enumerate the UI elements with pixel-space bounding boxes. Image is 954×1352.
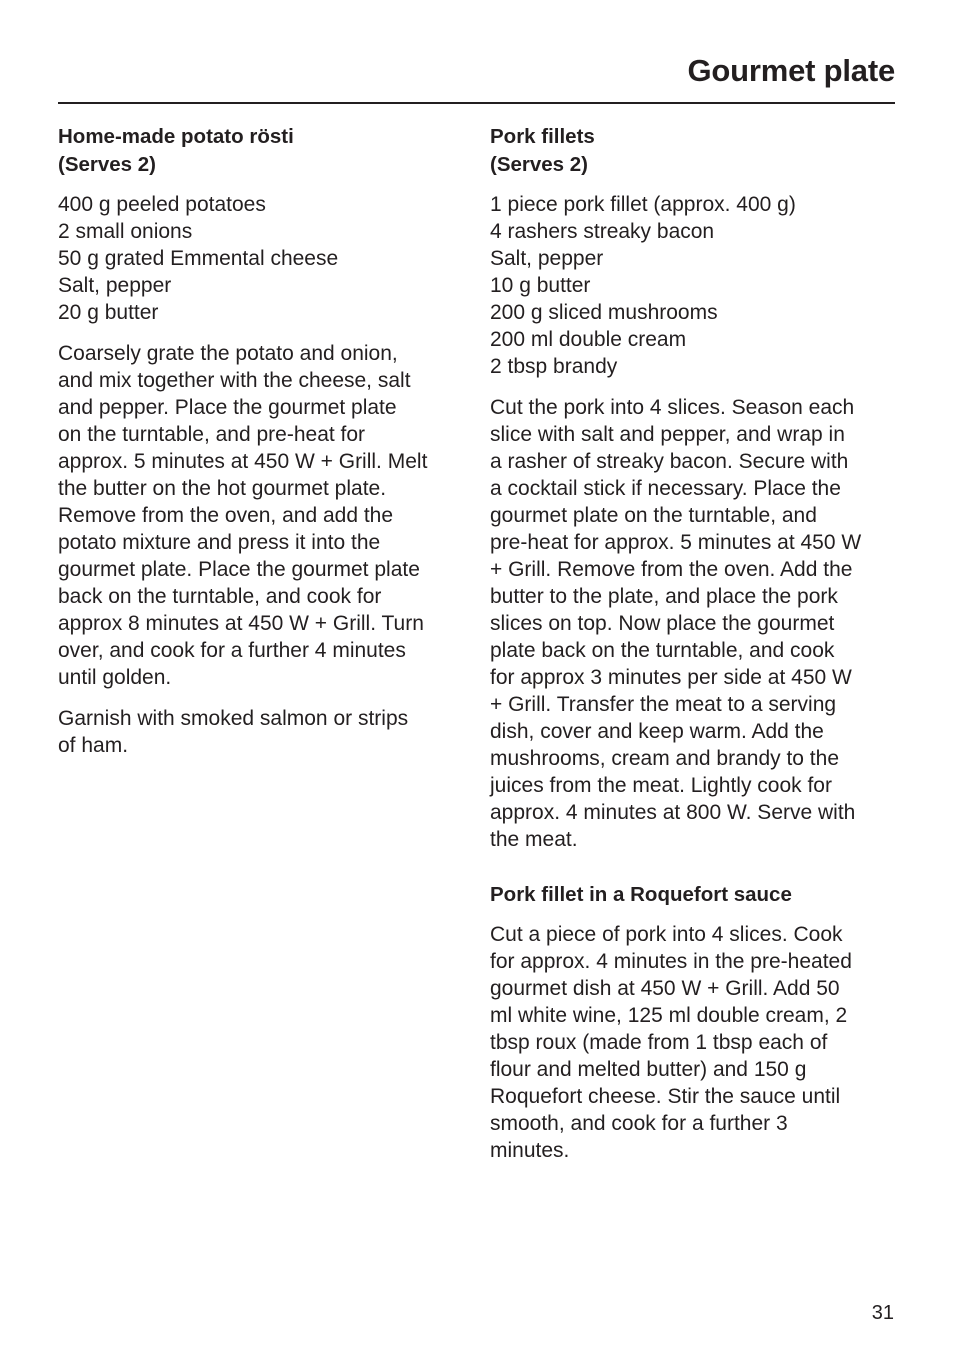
- page-header: [58, 50, 895, 104]
- text-line: approx. 5 minutes at 450 W + Grill. Melt: [58, 450, 428, 473]
- text-line: back on the turntable, and cook for: [58, 585, 382, 608]
- text-line: slice with salt and pepper, and wrap in: [490, 423, 845, 446]
- method-paragraph-roquefort: [490, 921, 900, 1164]
- text-line: Cut the pork into 4 slices. Season each: [490, 396, 855, 419]
- garnish-paragraph: [58, 705, 470, 759]
- text-line: Roquefort cheese. Stir the sauce until: [490, 1085, 841, 1108]
- text-line: Remove from the oven, and add the: [58, 504, 394, 527]
- text-line: and mix together with the cheese, salt: [58, 369, 411, 392]
- text-line: the butter on the hot gourmet plate.: [58, 477, 387, 500]
- method-paragraph-rosti: [58, 340, 470, 691]
- ingredient-item: 200 ml double cream: [490, 328, 687, 351]
- text-line: smooth, and cook for a further 3: [490, 1112, 788, 1135]
- ingredient-list-pork: [490, 191, 900, 380]
- text-line: gourmet plate on the turntable, and: [490, 504, 817, 527]
- text-line: until golden.: [58, 666, 172, 689]
- ingredient-item: Salt, pepper: [58, 274, 172, 297]
- text-line: butter to the plate, and place the pork: [490, 585, 838, 608]
- ingredient-list-rosti: [58, 191, 470, 326]
- left-column: [58, 123, 470, 773]
- text-line: Garnish with smoked salmon or strips: [58, 707, 409, 730]
- ingredient-item: 2 tbsp brandy: [490, 355, 618, 378]
- text-line: dish, cover and keep warm. Add the: [490, 720, 824, 743]
- text-line: flour and melted butter) and 150 g: [490, 1058, 807, 1081]
- text-line: over, and cook for a further 4 minutes: [58, 639, 406, 662]
- page-number: 31: [871, 1302, 894, 1324]
- text-line: approx. 4 minutes at 800 W. Serve with: [490, 801, 856, 824]
- recipe-heading-rosti: [58, 123, 470, 179]
- text-line: approx 8 minutes at 450 W + Grill. Turn: [58, 612, 424, 635]
- ingredient-item: 2 small onions: [58, 220, 193, 243]
- text-line: for approx 3 minutes per side at 450 W: [490, 666, 852, 689]
- text-line: a rasher of streaky bacon. Secure with: [490, 450, 849, 473]
- ingredient-item: 400 g peeled potatoes: [58, 193, 266, 216]
- text-line: + Grill. Remove from the oven. Add the: [490, 558, 853, 581]
- text-line: Coarsely grate the potato and onion,: [58, 342, 398, 365]
- ingredient-item: 50 g grated Emmental cheese: [58, 247, 339, 270]
- text-line: potato mixture and press it into the: [58, 531, 381, 554]
- text-line: and pepper. Place the gourmet plate: [58, 396, 397, 419]
- text-line: on the turntable, and pre-heat for: [58, 423, 366, 446]
- text-line: the meat.: [490, 828, 578, 851]
- ingredient-item: 200 g sliced mushrooms: [490, 301, 718, 324]
- ingredient-item: 4 rashers streaky bacon: [490, 220, 715, 243]
- text-line: juices from the meat. Lightly cook for: [490, 774, 832, 797]
- recipe-heading-roquefort: [490, 881, 900, 909]
- text-line: for approx. 4 minutes in the pre-heated: [490, 950, 852, 973]
- recipe-heading-line: (Serves 2): [490, 153, 589, 176]
- text-line: plate back on the turntable, and cook: [490, 639, 835, 662]
- text-line: minutes.: [490, 1139, 570, 1162]
- ingredient-item: 20 g butter: [58, 301, 159, 324]
- recipe-heading-pork-fillets: [490, 123, 900, 179]
- text-line: ml white wine, 125 ml double cream, 2: [490, 1004, 848, 1027]
- text-line: tbsp roux (made from 1 tbsp each of: [490, 1031, 828, 1054]
- recipe-heading-line: Pork fillet in a Roquefort sauce: [490, 883, 792, 906]
- ingredient-item: Salt, pepper: [490, 247, 604, 270]
- recipe-heading-line: Home-made potato rösti: [58, 125, 294, 148]
- text-line: slices on top. Now place the gourmet: [490, 612, 835, 635]
- text-line: a cocktail stick if necessary. Place the: [490, 477, 841, 500]
- right-column: [490, 123, 900, 1178]
- text-line: gourmet plate. Place the gourmet plate: [58, 558, 420, 581]
- text-line: mushrooms, cream and brandy to the: [490, 747, 840, 770]
- ingredient-item: 10 g butter: [490, 274, 591, 297]
- text-line: pre-heat for approx. 5 minutes at 450 W: [490, 531, 862, 554]
- page-title: Gourmet plate: [687, 53, 895, 88]
- text-line: gourmet dish at 450 W + Grill. Add 50: [490, 977, 840, 1000]
- text-line: Cut a piece of pork into 4 slices. Cook: [490, 923, 843, 946]
- text-line: of ham.: [58, 734, 129, 757]
- ingredient-item: 1 piece pork fillet (approx. 400 g): [490, 193, 796, 216]
- text-line: + Grill. Transfer the meat to a serving: [490, 693, 837, 716]
- method-paragraph-pork: [490, 394, 900, 853]
- recipe-heading-line: (Serves 2): [58, 153, 157, 176]
- recipe-heading-line: Pork fillets: [490, 125, 595, 148]
